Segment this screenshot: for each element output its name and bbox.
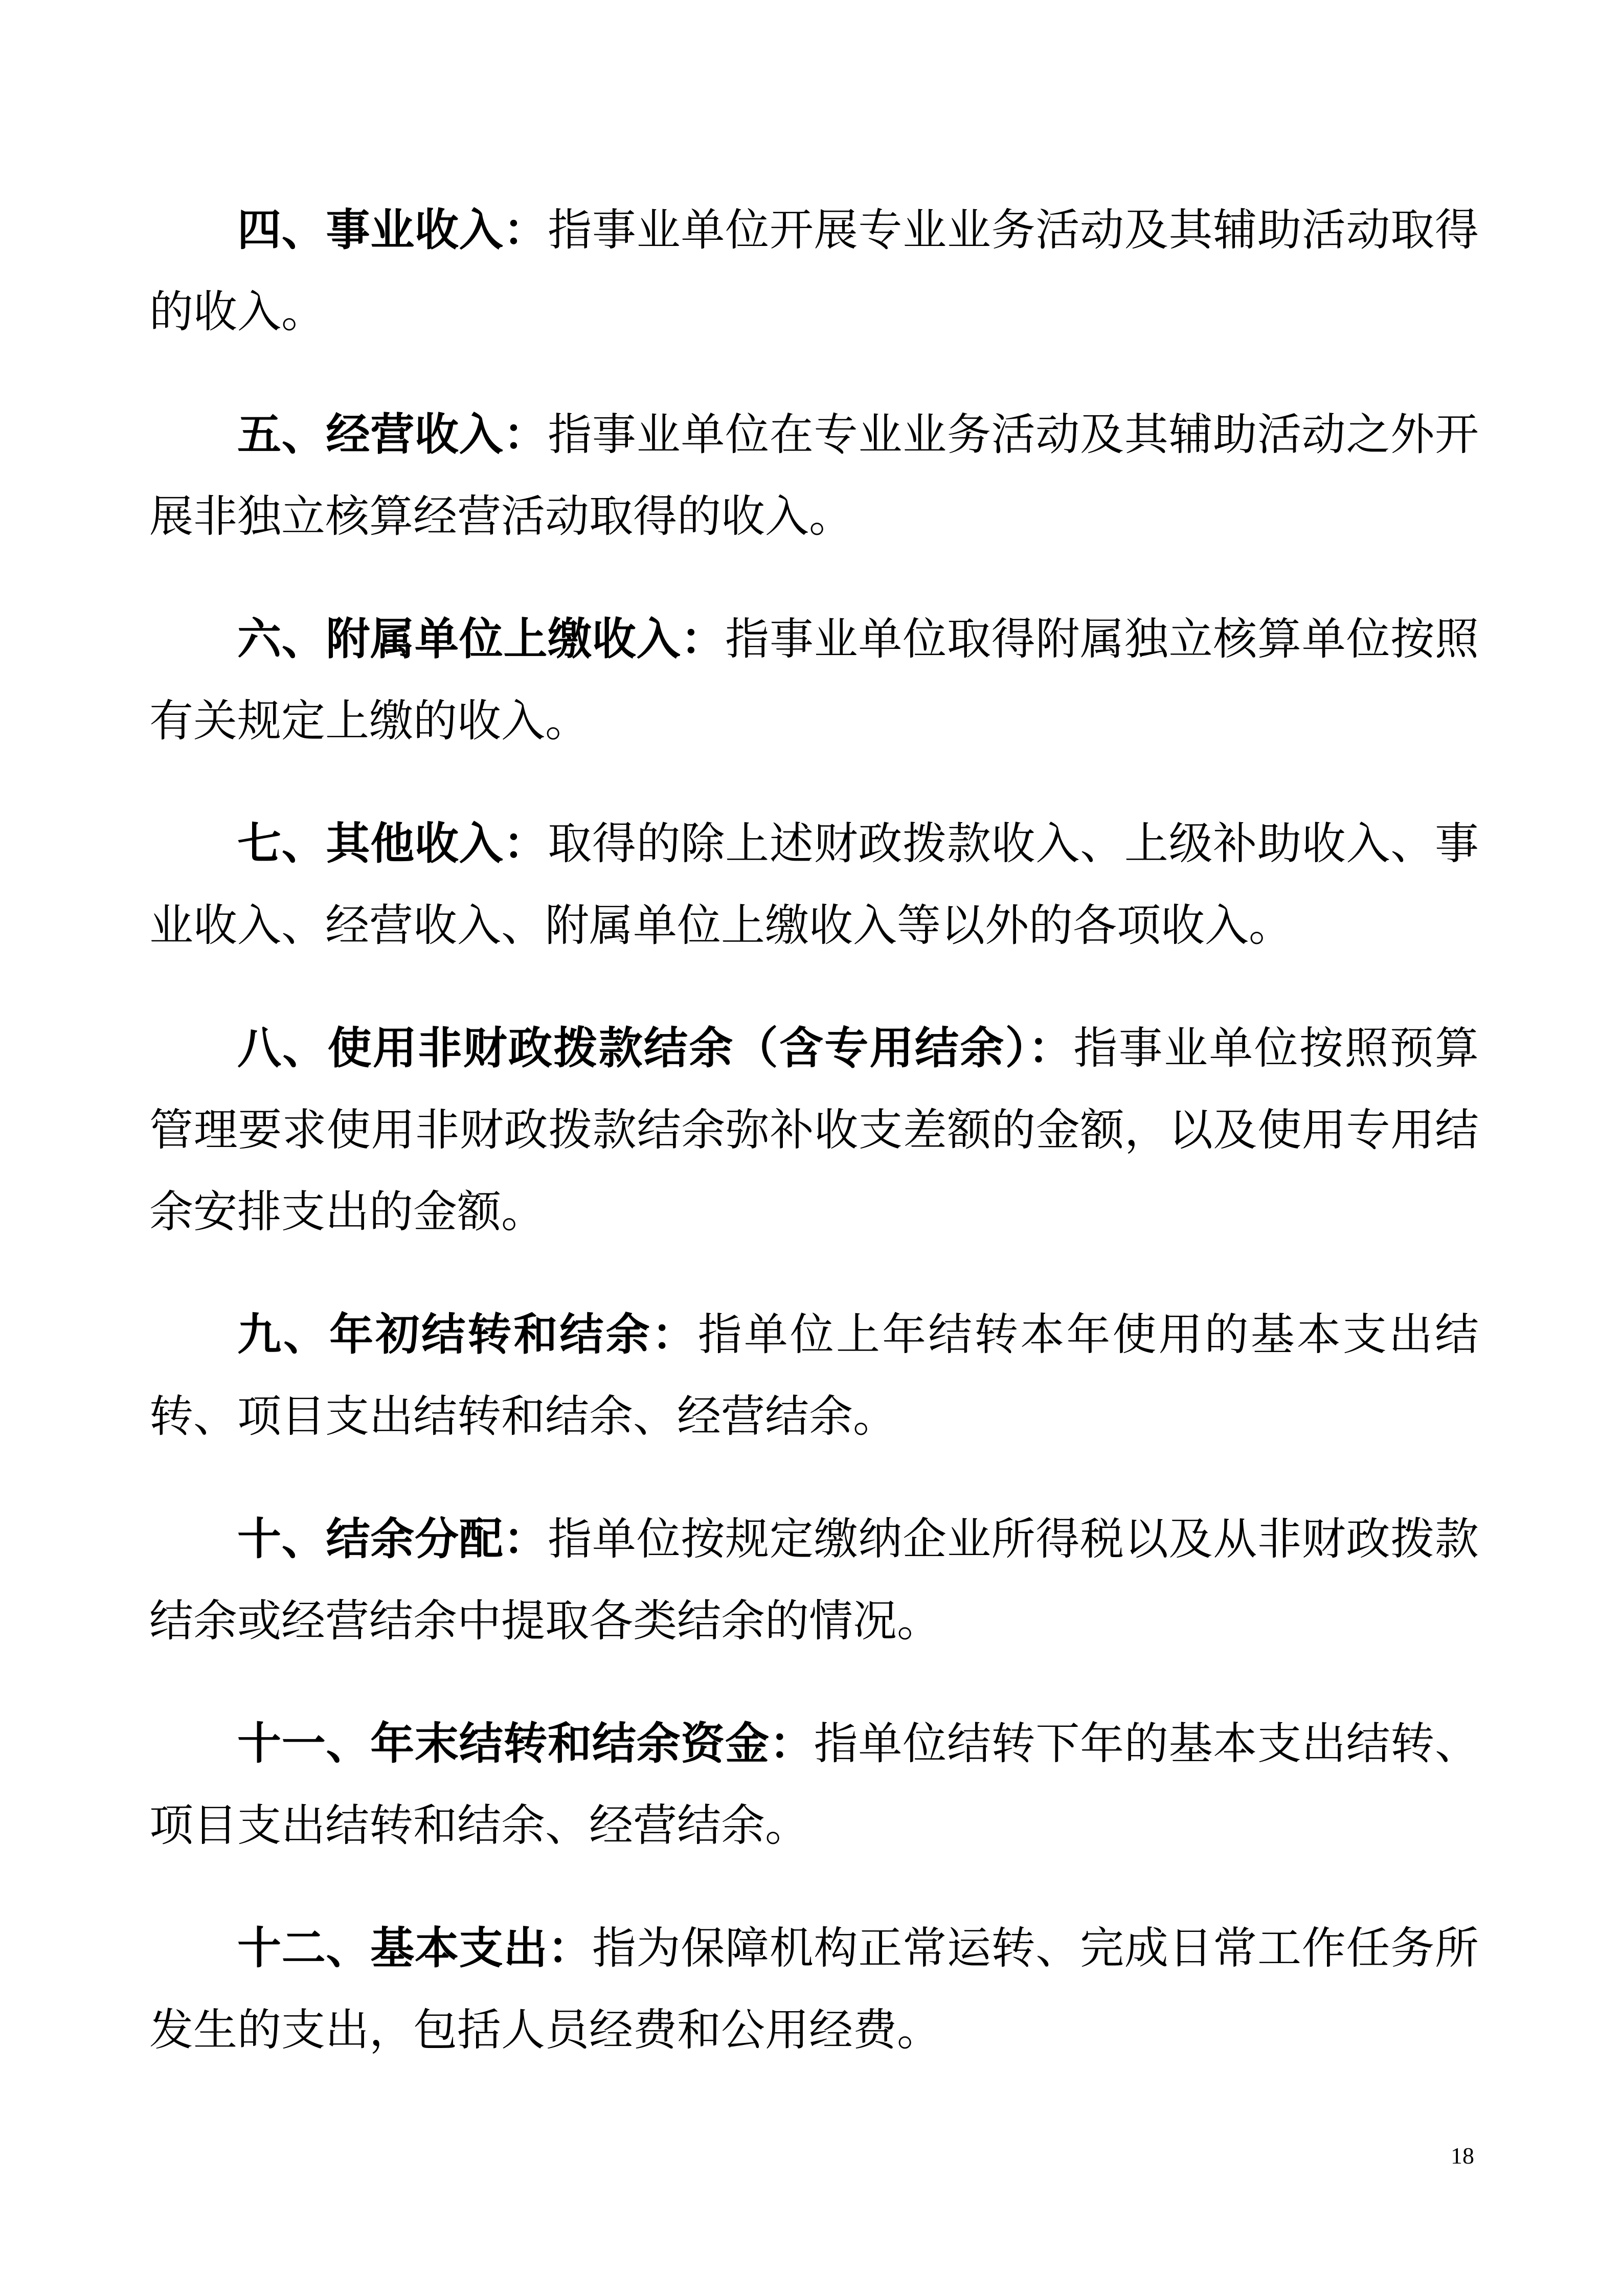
- term-definition: 指事业单位在专业业务活动及其辅助活动之外开展非独立核算经营活动取得的收入。: [149, 410, 1479, 541]
- definition-paragraph: [149, 394, 1479, 557]
- definition-paragraph: [149, 1907, 1479, 2071]
- term-definition: 指单位结转下年的基本支出结转、项目支出结转和结余、经营结余。: [149, 1719, 1479, 1850]
- term-label: 六、附属单位上缴收入：: [237, 615, 726, 664]
- term-label: 十二、基本支出：: [237, 1924, 592, 1973]
- term-label: 七、其他收入：: [237, 819, 548, 868]
- definition-paragraph: [149, 1703, 1479, 1866]
- term-label: 十一、年末结转和结余资金：: [237, 1719, 814, 1768]
- term-definition: 指为保障机构正常运转、完成日常工作任务所发生的支出，包括人员经费和公用经费。: [149, 1924, 1479, 2055]
- definition-paragraph: [149, 189, 1479, 353]
- term-definition: 指事业单位取得附属独立核算单位按照有关规定上缴的收入。: [149, 615, 1479, 746]
- term-label: 五、经营收入：: [237, 410, 548, 459]
- term-label: 八、使用非财政拨款结余（含专用结余）：: [237, 1024, 1074, 1073]
- definition-paragraph: [149, 1294, 1479, 1457]
- term-definition: 指单位上年结转本年使用的基本支出结转、项目支出结转和结余、经营结余。: [149, 1310, 1479, 1441]
- definition-paragraph: [149, 598, 1479, 762]
- term-label: 十、结余分配：: [237, 1515, 548, 1564]
- term-definition: 取得的除上述财政拨款收入、上级补助收入、事业收入、经营收入、附属单位上缴收入等以外的各项收入。: [149, 819, 1479, 950]
- term-label: 四、事业收入：: [237, 206, 548, 255]
- page-content: [149, 189, 1479, 2071]
- term-definition: 指单位按规定缴纳企业所得税以及从非财政拨款结余或经营结余中提取各类结余的情况。: [149, 1515, 1479, 1646]
- definition-paragraph: [149, 1007, 1479, 1253]
- definition-paragraph: [149, 1498, 1479, 1662]
- definition-paragraph: [149, 803, 1479, 966]
- term-definition: 指事业单位按照预算管理要求使用非财政拨款结余弥补收支差额的金额，以及使用专用结余安排支出的金额。: [149, 1024, 1479, 1236]
- page-number: 18: [1451, 2143, 1474, 2169]
- term-definition: 指事业单位开展专业业务活动及其辅助活动取得的收入。: [149, 206, 1479, 336]
- term-label: 九、年初结转和结余：: [237, 1310, 698, 1359]
